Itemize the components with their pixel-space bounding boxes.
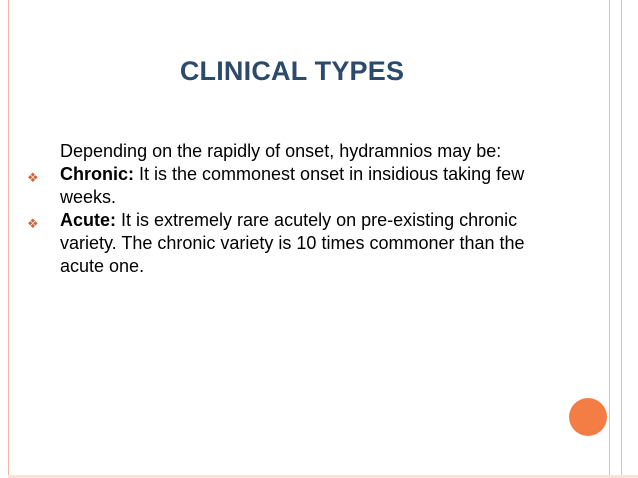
bullet-item-acute (24, 209, 564, 278)
intro-text: Depending on the rapidly of onset, hydramnios may be: (60, 141, 502, 161)
bullet-text: It is extremely rare acutely on pre-existing chronic variety. The chronic variety is 10 times commoner than the acute one. (60, 210, 525, 276)
frame-right-rule-outer (621, 0, 622, 478)
diamond-bullet-icon: ❖ (27, 170, 39, 185)
bullet-term: Acute: (60, 210, 117, 230)
bullet-term: Chronic: (60, 164, 134, 184)
bullet-item-chronic (24, 163, 564, 209)
bullet-text: It is the commonest onset in insidious taking few weeks. (60, 164, 525, 207)
diamond-bullet-icon: ❖ (27, 216, 39, 231)
accent-circle (569, 398, 607, 436)
slide-title: CLINICAL TYPES (179, 56, 405, 86)
slide-body (24, 140, 564, 278)
frame-right-rule-inner (609, 0, 610, 478)
intro-paragraph (24, 140, 564, 163)
